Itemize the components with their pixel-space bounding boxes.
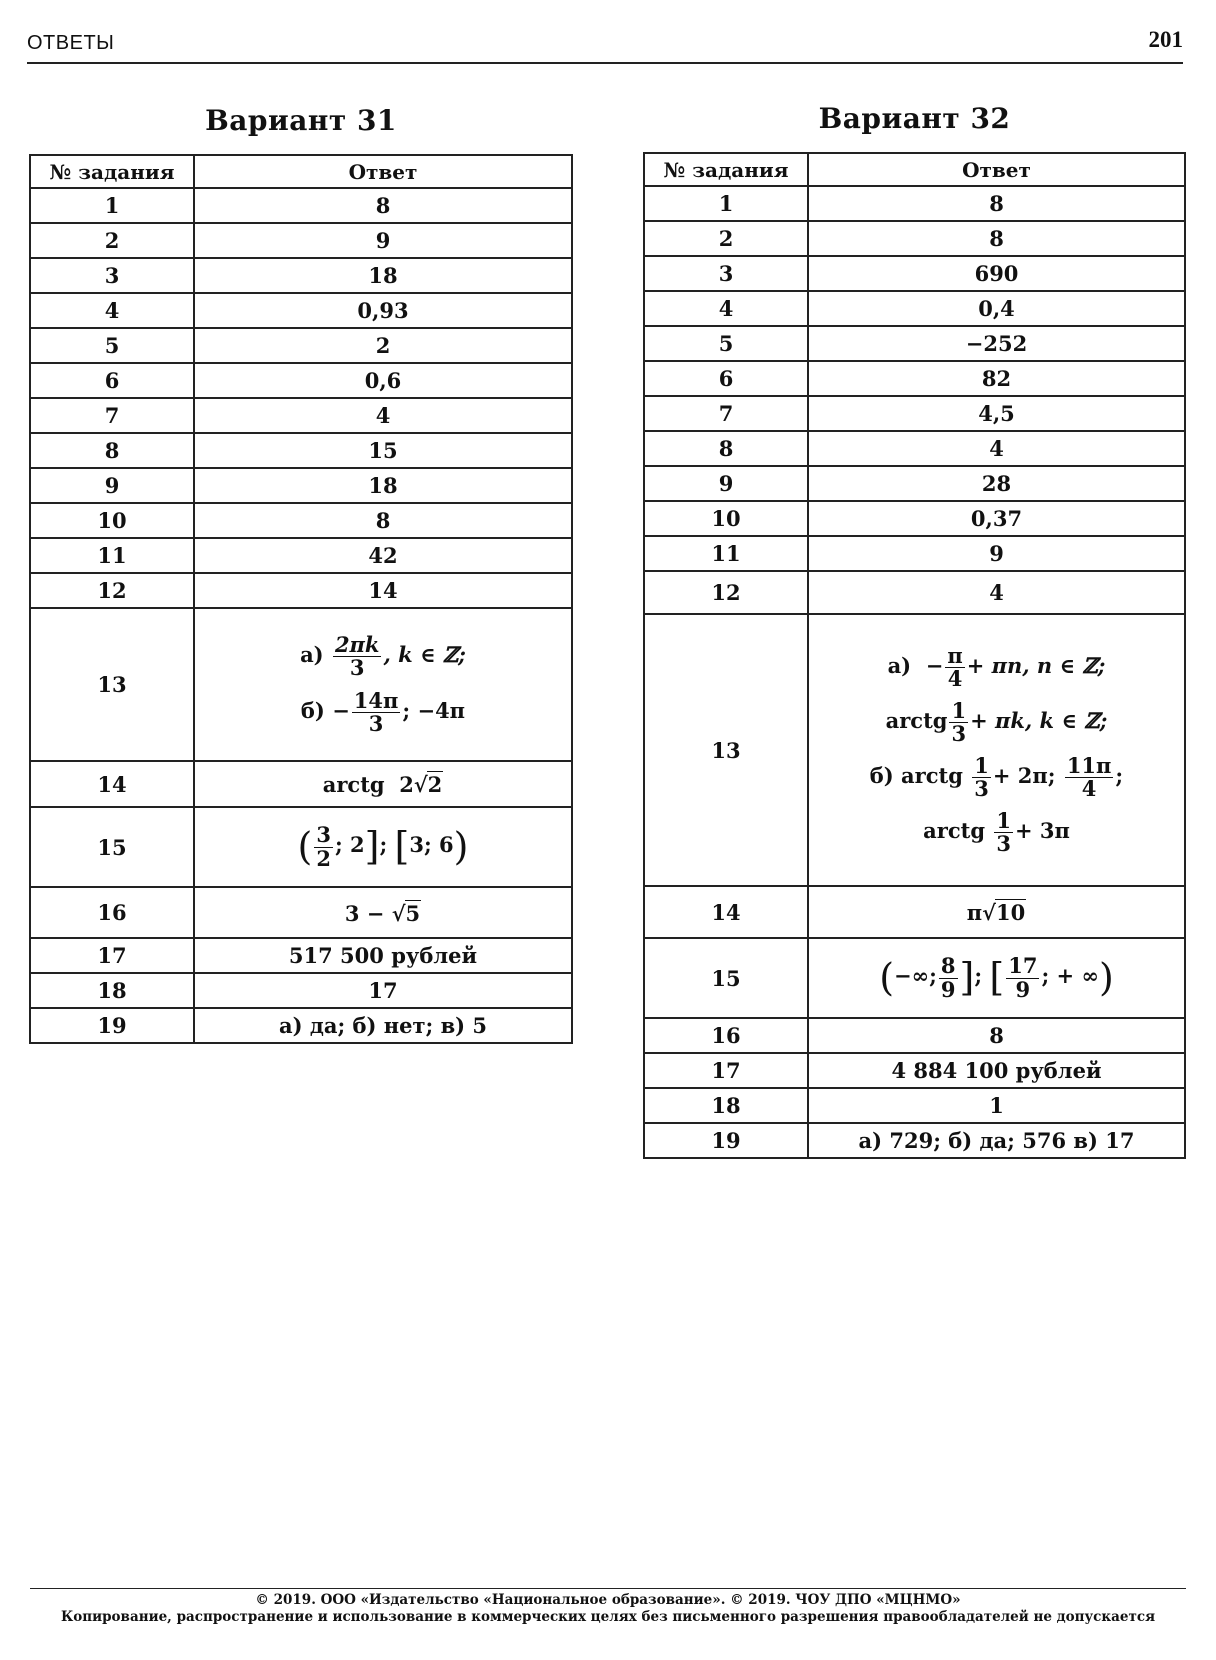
table-row	[30, 188, 572, 223]
answer-line-1: а) − $\frac{\pi}{4}$ + πn, n ∈ ℤ;	[887, 642, 1106, 691]
table-row	[644, 614, 1185, 886]
answer-math	[194, 608, 572, 761]
task-number: 4	[644, 291, 808, 326]
task-number: 6	[30, 363, 194, 398]
answer-math: π√10	[808, 886, 1185, 938]
task-number: 16	[644, 1018, 808, 1053]
task-number: 9	[644, 466, 808, 501]
task-number: 15	[644, 938, 808, 1018]
task-number: 17	[644, 1053, 808, 1088]
col-answer-header: Ответ	[194, 155, 572, 188]
task-number: 6	[644, 361, 808, 396]
answer: 82	[808, 361, 1185, 396]
section-title: ОТВЕТЫ	[27, 32, 115, 54]
table-row	[30, 468, 572, 503]
table-row	[30, 608, 572, 761]
page-number: 201	[1148, 27, 1183, 52]
table-row	[30, 573, 572, 608]
answer: а) 729; б) да; 576 в) 17	[808, 1123, 1185, 1158]
footer-line-1: © 2019. ООО «Издательство «Национальное образование». © 2019. ЧОУ ДПО «МЦНМО»	[255, 1592, 961, 1608]
footer-line-2: Копирование, распространение и использование в коммерческих целях без письменного разрешения правообладателей не допускается	[60, 1609, 1156, 1625]
table-row	[30, 433, 572, 468]
table-row	[30, 503, 572, 538]
answer: 15	[194, 433, 572, 468]
task-number: 10	[644, 501, 808, 536]
table-row	[30, 761, 572, 807]
answer: 4	[808, 571, 1185, 614]
answer: 4 884 100 рублей	[808, 1053, 1185, 1088]
task-number: 12	[30, 573, 194, 608]
table-row	[644, 361, 1185, 396]
answer: а) да; б) нет; в) 5	[194, 1008, 572, 1043]
answer: 8	[194, 188, 572, 223]
variant-32-title: Вариант 32	[818, 102, 1011, 135]
answer: 8	[808, 221, 1185, 256]
answer: 17	[194, 973, 572, 1008]
table-row	[30, 363, 572, 398]
table-row	[644, 396, 1185, 431]
answer-line-4: arctg $\frac{1}{3}$ + 3π	[923, 808, 1070, 857]
task-number: 18	[30, 973, 194, 1008]
task-number: 14	[30, 761, 194, 807]
table-row	[30, 258, 572, 293]
task-number: 2	[644, 221, 808, 256]
table-row	[644, 291, 1185, 326]
table-row	[30, 938, 572, 973]
answer: 18	[194, 468, 572, 503]
col-answer-header: Ответ	[808, 153, 1185, 186]
answer: 9	[194, 223, 572, 258]
answer: 28	[808, 466, 1185, 501]
answer-math	[808, 614, 1185, 886]
answer-part-a: а) $\frac{2\pi k}{3}$ , k ∈ ℤ;	[300, 632, 466, 681]
table-row	[30, 887, 572, 938]
answer: 4	[808, 431, 1185, 466]
answer: 0,93	[194, 293, 572, 328]
table-row	[30, 398, 572, 433]
task-number: 3	[644, 256, 808, 291]
task-number: 12	[644, 571, 808, 614]
task-number: 11	[30, 538, 194, 573]
task-number: 16	[30, 887, 194, 938]
variant-32-table	[643, 152, 1186, 1159]
table-row	[644, 186, 1185, 221]
answer-math: 3 − √5	[194, 887, 572, 938]
col-task-header: № задания	[644, 153, 808, 186]
task-number: 19	[30, 1008, 194, 1043]
variant-31-title: Вариант 31	[205, 104, 397, 137]
variant-31-table	[29, 154, 573, 1044]
table-row	[30, 807, 572, 887]
table-row	[30, 223, 572, 258]
answer: 8	[808, 1018, 1185, 1053]
table-row	[644, 1018, 1185, 1053]
table-row	[30, 293, 572, 328]
answer: 517 500 рублей	[194, 938, 572, 973]
answer: 9	[808, 536, 1185, 571]
task-number: 3	[30, 258, 194, 293]
answer-line-2: arctg $\frac{1}{3}$ + πk, k ∈ ℤ;	[885, 697, 1108, 746]
task-number: 5	[644, 326, 808, 361]
answer: 4	[194, 398, 572, 433]
answer: 0,6	[194, 363, 572, 398]
task-number: 15	[30, 807, 194, 887]
answer: 2	[194, 328, 572, 363]
table-header-row	[30, 155, 572, 188]
table-row	[644, 1123, 1185, 1158]
task-number: 14	[644, 886, 808, 938]
table-row	[644, 501, 1185, 536]
task-number: 1	[644, 186, 808, 221]
answer: 1	[808, 1088, 1185, 1123]
task-number: 8	[30, 433, 194, 468]
answer: 8	[808, 186, 1185, 221]
task-number: 9	[30, 468, 194, 503]
task-number: 5	[30, 328, 194, 363]
table-row	[644, 466, 1185, 501]
answer: 8	[194, 503, 572, 538]
table-row	[30, 1008, 572, 1043]
task-number: 8	[644, 431, 808, 466]
task-number: 17	[30, 938, 194, 973]
col-task-header: № задания	[30, 155, 194, 188]
table-row	[644, 326, 1185, 361]
table-header-row	[644, 153, 1185, 186]
answer-math: (−∞; $\frac{8}{9}$ ]; [ $\frac{17}{9}$ ; + ∞)	[808, 938, 1185, 1018]
answer: 4,5	[808, 396, 1185, 431]
answer: 18	[194, 258, 572, 293]
task-number: 1	[30, 188, 194, 223]
answer-math: ( $\frac{3}{2}$ ; 2]; [3; 6)	[194, 807, 572, 887]
table-row	[644, 536, 1185, 571]
task-number: 18	[644, 1088, 808, 1123]
table-row	[644, 938, 1185, 1018]
table-row	[644, 1088, 1185, 1123]
answer-line-3: б) arctg $\frac{1}{3}$ + 2π; $\frac{11\pi}{4}$ ;	[869, 753, 1124, 802]
answer: 0,4	[808, 291, 1185, 326]
table-row	[644, 1053, 1185, 1088]
task-number: 2	[30, 223, 194, 258]
task-number: 7	[30, 398, 194, 433]
table-row	[644, 886, 1185, 938]
task-number: 7	[644, 396, 808, 431]
table-row	[30, 328, 572, 363]
copyright-footer	[30, 1588, 1186, 1626]
answer: 42	[194, 538, 572, 573]
table-row	[644, 571, 1185, 614]
answer: 14	[194, 573, 572, 608]
answer: 0,37	[808, 501, 1185, 536]
table-row	[644, 431, 1185, 466]
task-number: 4	[30, 293, 194, 328]
task-number: 13	[30, 608, 194, 761]
task-number: 10	[30, 503, 194, 538]
answer: 690	[808, 256, 1185, 291]
task-number: 11	[644, 536, 808, 571]
answer: −252	[808, 326, 1185, 361]
task-number: 13	[644, 614, 808, 886]
page-header	[27, 22, 1183, 64]
answer-part-b: б) − $\frac{14\pi}{3}$ ; −4π	[300, 687, 466, 736]
table-row	[30, 973, 572, 1008]
table-row	[30, 538, 572, 573]
table-row	[644, 256, 1185, 291]
answer-math: arctg 2√2	[194, 761, 572, 807]
table-row	[644, 221, 1185, 256]
task-number: 19	[644, 1123, 808, 1158]
